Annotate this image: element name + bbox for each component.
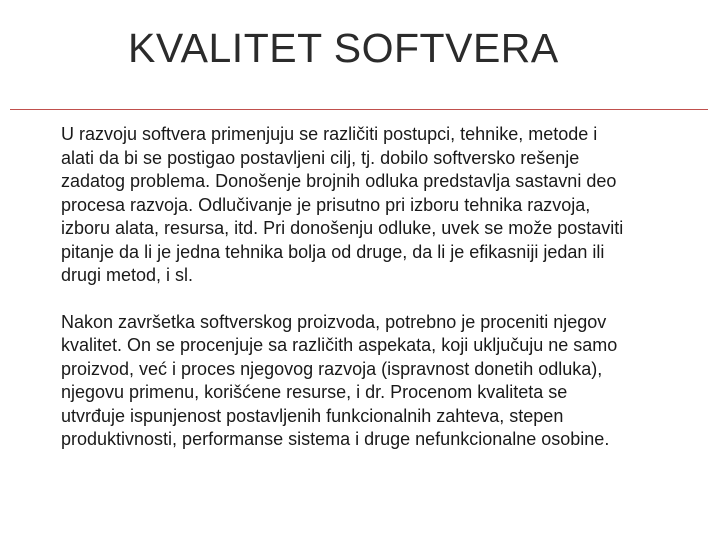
- slide-body: [61, 123, 701, 452]
- title-divider: [10, 109, 708, 110]
- body-paragraph-1: U razvoju softvera primenjuju se različiti postupci, tehnike, metode i alati da bi se postigao postavljeni cilj, tj. dobilo softversko rešenje zadatog problema. Donošenje brojnih odluka predstavlja sastavni deo procesa razvoja. Odlučivanje je prisutno pri izboru tehnika razvoja, izboru alata, resursa, itd. Pri donošenju odluke, uvek se može postaviti pitanje da li je jedna tehnika bolja od druge, da li je efikasniji jedan ili drugi metod, i sl.: [61, 124, 624, 285]
- body-paragraph-2: Nakon završetka softverskog proizvoda, potrebno je proceniti njegov kvalitet. On se procenjuje sa različith aspekata, koji uključuju ne samo proizvod, već i proces njegovog razvoja (ispravnost donetih odluka), njegovu primenu, korišćene resurse, i dr. Procenom kvaliteta se utvrđuje ispunjenost postavljenih funkcionalnih zahteva, stepen produktivnosti, performanse sistema i druge nefunkcionalne osobine.: [61, 311, 618, 449]
- slide-title: KVALITET SOFTVERA: [128, 25, 559, 71]
